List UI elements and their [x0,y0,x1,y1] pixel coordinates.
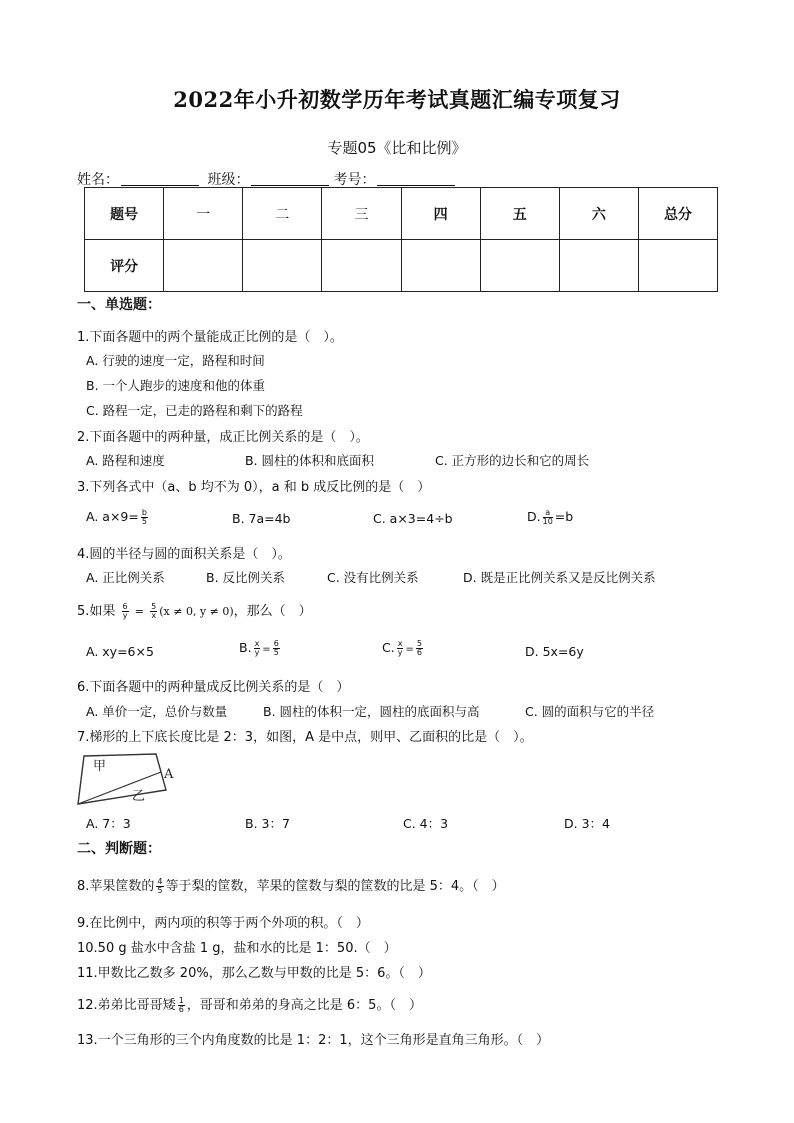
q5-option-a[interactable]: A. xy=6×5 [86,644,154,659]
fraction-denominator: 6 [178,1005,184,1014]
question-2: 2.下面各题中的两种量，成正比例关系的是（ ）。 [77,430,369,445]
fraction-denominator: 5 [141,517,147,526]
q7-option-d[interactable]: D. 3：4 [564,816,610,831]
fraction-numerator: 1 [178,996,184,1005]
question-3: 3.下列各式中（a、b 均不为 0），a 和 b 成反比例的是（ ） [77,480,431,495]
question-8 [77,875,505,895]
fraction-denominator: y [254,648,260,657]
label-a: A [164,767,174,782]
q8-text-post: 等于梨的筐数，苹果的筐数与梨的筐数的比是 5：4。（ ） [165,879,505,894]
row-label: 评分 [85,240,164,292]
fraction-numerator: x [254,639,260,648]
q12-fraction [178,997,185,1014]
score-cell[interactable] [638,240,717,292]
question-7: 7.梯形的上下底长度比是 2：3，如图，A 是中点，则甲、乙面积的比是（ ）。 [77,730,533,745]
q5b-fraction-2 [273,640,280,657]
q5c-text: C. [382,640,395,655]
q2-option-a[interactable]: A. 路程和速度 [86,453,165,468]
q5c-fraction-1 [397,640,404,657]
q3d-text: D. [527,509,541,524]
fraction-numerator: 6 [273,639,279,648]
q5-equals: = [134,605,144,618]
fraction-denominator: 10 [542,517,553,526]
label-yi: 乙 [132,789,146,804]
q3-option-a[interactable] [86,509,150,526]
header-cell: 六 [559,188,638,240]
fraction-denominator: x [151,611,157,620]
header-cell: 二 [243,188,322,240]
question-12 [77,994,422,1014]
question-10: 10.50 g 盐水中含盐 1 g，盐和水的比是 1：50.（ ） [77,941,397,956]
q1-option-b[interactable]: B. 一个人跑步的速度和他的体重 [86,378,266,393]
q3-option-c[interactable]: C. a×3=4÷b [373,511,453,526]
exam-no-label: 考号： [333,172,376,188]
q5-option-c[interactable] [382,640,425,657]
header-cell: 三 [322,188,401,240]
q5-fraction-2 [150,603,157,620]
q5-text: 5.如果 [77,604,116,619]
q5b-equals: = [262,644,271,655]
q3-option-b[interactable]: B. 7a=4b [232,511,291,526]
q3a-text: A. a×9= [86,509,139,524]
section-heading-true-false: 二、判断题： [77,841,161,857]
q5-text-post: ，那么（ ） [233,604,312,619]
q1-option-c[interactable]: C. 路程一定，已走的路程和剩下的路程 [86,403,303,418]
q5-fraction-1 [122,603,129,620]
q7-option-a[interactable]: A. 7：3 [86,816,131,831]
q7-option-c[interactable]: C. 4：3 [403,816,449,831]
class-label: 班级： [207,172,250,188]
question-13: 13.一个三角形的三个内角度数的比是 1：2：1，这个三角形是直角三角形。（ ） [77,1033,550,1048]
q5c-equals: = [405,644,414,655]
header-cell: 题号 [85,188,164,240]
header-cell: 四 [401,188,480,240]
question-6: 6.下面各题中的两种量成反比例关系的是（ ） [77,680,350,695]
q6-option-a[interactable]: A. 单价一定，总价与数量 [86,704,228,719]
q5-condition: (x ≠ 0, y ≠ 0) [159,605,234,618]
q3d-text-post: =b [554,509,574,524]
score-cell[interactable] [243,240,322,292]
q3d-fraction [543,509,553,526]
q4-option-a[interactable]: A. 正比例关系 [86,570,165,585]
page-title: 2022年小升初数学历年考试真题汇编专项复习 [173,87,621,112]
score-table-header-row [85,188,718,240]
class-blank[interactable] [251,171,329,186]
score-table [84,187,718,292]
question-4: 4.圆的半径与圆的面积关系是（ ）。 [77,547,291,562]
q6-option-b[interactable]: B. 圆柱的体积一定，圆柱的底面积与高 [263,704,480,719]
trapezoid-outline [78,754,166,804]
header-cell: 总分 [638,188,717,240]
exam-no-blank[interactable] [377,171,455,186]
question-9: 9.在比例中，两内项的积等于两个外项的积。（ ） [77,916,369,931]
q7-option-b[interactable]: B. 3：7 [245,816,290,831]
fraction-numerator: b [141,508,147,517]
fraction-numerator: 4 [157,877,163,886]
q5b-text: B. [239,640,252,655]
fraction-numerator: 5 [151,602,157,611]
q5b-fraction-1 [254,640,261,657]
q8-fraction [156,878,163,895]
fraction-numerator: a [543,509,553,518]
score-cell[interactable] [322,240,401,292]
q1-option-a[interactable]: A. 行驶的速度一定，路程和时间 [86,353,265,368]
header-cell: 一 [164,188,243,240]
section-heading-single-choice: 一、单选题： [77,297,161,313]
score-cell[interactable] [401,240,480,292]
score-cell[interactable] [480,240,559,292]
fraction-denominator: 5 [157,886,163,895]
fraction-denominator: y [397,648,403,657]
name-blank[interactable] [121,171,199,186]
q4-option-b[interactable]: B. 反比例关系 [206,570,286,585]
fraction-numerator: x [397,639,403,648]
fraction-numerator: 6 [122,602,128,611]
fraction-denominator: 6 [416,648,422,657]
trapezoid-diagonal [78,772,161,804]
q2-option-c[interactable]: C. 正方形的边长和它的周长 [435,453,590,468]
q6-option-c[interactable]: C. 圆的面积与它的半径 [525,704,655,719]
label-jia: 甲 [93,759,107,774]
q3-option-d[interactable] [527,509,573,526]
question-5 [77,600,312,620]
q5-option-b[interactable] [239,640,282,657]
question-1: 1.下面各题中的两个量能成正比例的是（ ）。 [77,330,343,345]
q12-text: 12.弟弟比哥哥矮 [77,998,176,1013]
header-cell: 五 [480,188,559,240]
score-cell[interactable] [559,240,638,292]
q2-option-b[interactable]: B. 圆柱的体积和底面积 [245,453,375,468]
trapezoid-figure [76,750,176,808]
score-table-row [85,240,718,292]
q8-text: 8.苹果筐数的 [77,879,155,894]
score-cell[interactable] [164,240,243,292]
question-11: 11.甲数比乙数多 20%，那么乙数与甲数的比是 5：6。（ ） [77,966,431,981]
fraction-denominator: 5 [273,648,279,657]
name-label: 姓名： [77,172,119,188]
q4-option-d[interactable]: D. 既是正比例关系又是反比例关系 [463,570,656,585]
fraction-numerator: 5 [416,639,422,648]
page-subtitle: 专题05《比和比例》 [327,139,467,157]
q4-option-c[interactable]: C. 没有比例关系 [327,570,419,585]
q5-option-d[interactable]: D. 5x=6y [525,644,584,659]
fraction-denominator: y [122,611,128,620]
q3a-fraction [141,509,148,526]
q5c-fraction-2 [416,640,423,657]
student-info-line [77,169,459,189]
q12-text-post: ，哥哥和弟弟的身高之比是 6：5。（ ） [186,998,422,1013]
